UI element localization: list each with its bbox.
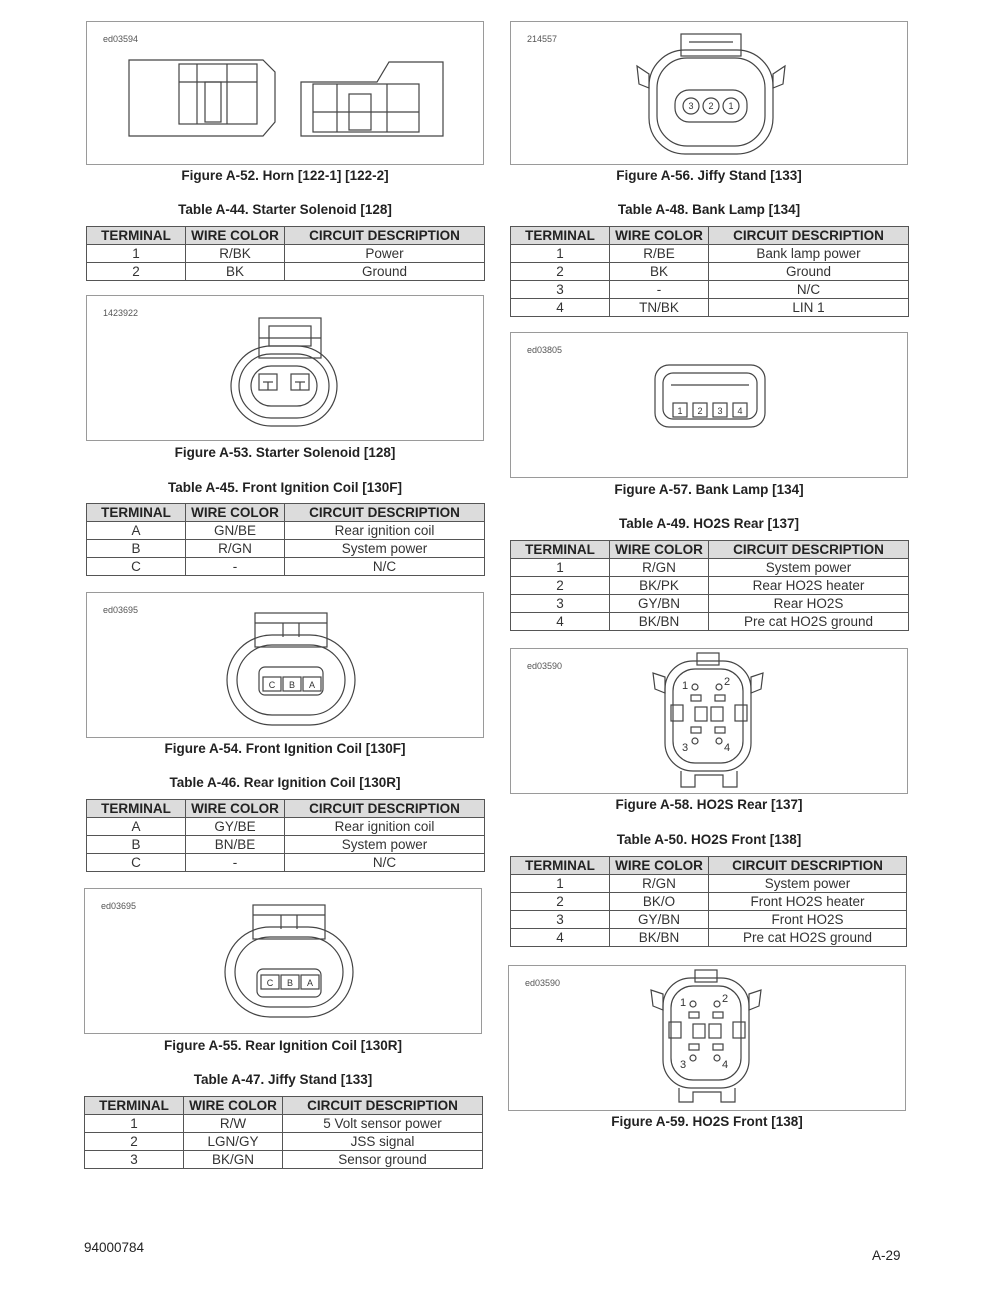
figure-a59-ho2s-front xyxy=(508,965,906,1111)
table-a49 xyxy=(510,540,909,631)
figure-a57-caption: Figure A-57. Bank Lamp [134] xyxy=(614,482,804,497)
table-row xyxy=(511,929,907,947)
cell-wire-color: BK xyxy=(610,263,709,281)
col-circuit-description: CIRCUIT DESCRIPTION xyxy=(709,541,909,559)
cell-wire-color: BK xyxy=(186,263,285,281)
cell-terminal: 2 xyxy=(511,577,610,595)
table-a45 xyxy=(86,503,485,576)
cell-wire-color: R/GN xyxy=(610,875,709,893)
cell-circuit: Front HO2S xyxy=(709,911,907,929)
cell-circuit: System power xyxy=(285,836,485,854)
figure-a54-caption: Figure A-54. Front Ignition Coil [130F] xyxy=(164,741,406,756)
col-circuit-description: CIRCUIT DESCRIPTION xyxy=(285,504,485,522)
col-circuit-description: CIRCUIT DESCRIPTION xyxy=(285,800,485,818)
table-row xyxy=(87,854,485,872)
cell-terminal: 3 xyxy=(511,911,610,929)
cell-terminal: A xyxy=(87,818,186,836)
cell-terminal: B xyxy=(87,836,186,854)
cell-wire-color: BK/PK xyxy=(610,577,709,595)
cell-wire-color: - xyxy=(186,558,285,576)
ho2s-rear-connector-drawing xyxy=(511,649,908,794)
cell-terminal: 1 xyxy=(511,245,610,263)
col-terminal: TERMINAL xyxy=(511,541,610,559)
cell-wire-color: BK/BN xyxy=(610,929,709,947)
table-row xyxy=(511,559,909,577)
cell-circuit: Power xyxy=(285,245,485,263)
table-row xyxy=(87,522,485,540)
table-row xyxy=(87,540,485,558)
table-row xyxy=(511,245,909,263)
table-row xyxy=(85,1151,483,1169)
table-header-row xyxy=(85,1097,483,1115)
table-a48 xyxy=(510,226,909,317)
cell-terminal: 3 xyxy=(85,1151,184,1169)
col-wire-color: WIRE COLOR xyxy=(610,541,709,559)
pin-label: 3 xyxy=(688,101,694,111)
cell-terminal: C xyxy=(87,558,186,576)
figure-id: ed03695 xyxy=(103,605,139,615)
cell-wire-color: GN/BE xyxy=(186,522,285,540)
table-a46 xyxy=(86,799,485,872)
figure-id: ed03594 xyxy=(103,34,139,44)
figure-a54-front-ignition-coil xyxy=(86,592,484,738)
cell-circuit: System power xyxy=(709,875,907,893)
cell-terminal: 1 xyxy=(87,245,186,263)
table-a44 xyxy=(86,226,485,281)
cell-circuit: JSS signal xyxy=(283,1133,483,1151)
cell-circuit: N/C xyxy=(709,281,909,299)
table-a50 xyxy=(510,856,907,947)
figure-a58-ho2s-rear xyxy=(510,648,908,794)
table-row xyxy=(87,558,485,576)
cell-terminal: 3 xyxy=(511,281,610,299)
figure-id: 214557 xyxy=(527,34,558,44)
table-a50-title: Table A-50. HO2S Front [138] xyxy=(616,832,802,847)
pin-label: 2 xyxy=(697,406,703,416)
pin-label: A xyxy=(308,680,316,690)
col-terminal: TERMINAL xyxy=(85,1097,184,1115)
cell-circuit: LIN 1 xyxy=(709,299,909,317)
figure-id: 1423922 xyxy=(103,308,139,318)
cell-circuit: Rear HO2S heater xyxy=(709,577,909,595)
table-row xyxy=(511,911,907,929)
table-row xyxy=(511,613,909,631)
table-a47 xyxy=(84,1096,483,1169)
cell-circuit: Ground xyxy=(285,263,485,281)
table-row xyxy=(511,595,909,613)
figure-a58-caption: Figure A-58. HO2S Rear [137] xyxy=(615,797,803,812)
figure-id: ed03695 xyxy=(101,901,137,911)
table-a45-title: Table A-45. Front Ignition Coil [130F] xyxy=(167,480,402,495)
table-row xyxy=(87,245,485,263)
rear-ignition-coil-connector-drawing xyxy=(85,889,482,1034)
cell-circuit: Pre cat HO2S ground xyxy=(709,613,909,631)
col-wire-color: WIRE COLOR xyxy=(184,1097,283,1115)
pin-label: C xyxy=(266,978,274,988)
cell-wire-color: GY/BN xyxy=(610,911,709,929)
cell-circuit: Rear HO2S xyxy=(709,595,909,613)
figure-a55-rear-ignition-coil xyxy=(84,888,482,1034)
jiffy-stand-connector-drawing xyxy=(511,22,908,165)
col-wire-color: WIRE COLOR xyxy=(186,800,285,818)
table-header-row xyxy=(87,227,485,245)
cell-wire-color: BN/BE xyxy=(186,836,285,854)
cell-terminal: 4 xyxy=(511,929,610,947)
cell-wire-color: LGN/GY xyxy=(184,1133,283,1151)
col-circuit-description: CIRCUIT DESCRIPTION xyxy=(283,1097,483,1115)
table-row xyxy=(85,1115,483,1133)
figure-id: ed03590 xyxy=(527,661,563,671)
figure-a59-caption: Figure A-59. HO2S Front [138] xyxy=(611,1114,803,1129)
col-wire-color: WIRE COLOR xyxy=(186,504,285,522)
table-row xyxy=(511,893,907,911)
figure-id: ed03590 xyxy=(525,978,561,988)
table-row xyxy=(511,577,909,595)
cell-circuit: Rear ignition coil xyxy=(285,522,485,540)
cell-circuit: System power xyxy=(709,559,909,577)
cell-circuit: Sensor ground xyxy=(283,1151,483,1169)
cell-circuit: 5 Volt sensor power xyxy=(283,1115,483,1133)
col-circuit-description: CIRCUIT DESCRIPTION xyxy=(285,227,485,245)
table-header-row xyxy=(511,227,909,245)
table-row xyxy=(511,299,909,317)
cell-wire-color: R/BK xyxy=(186,245,285,263)
pin-label: 1 xyxy=(681,680,689,692)
col-wire-color: WIRE COLOR xyxy=(610,227,709,245)
pin-label: 3 xyxy=(679,1059,687,1071)
pin-label: B xyxy=(288,680,296,690)
col-terminal: TERMINAL xyxy=(87,800,186,818)
cell-circuit: Bank lamp power xyxy=(709,245,909,263)
cell-circuit: N/C xyxy=(285,854,485,872)
cell-circuit: N/C xyxy=(285,558,485,576)
table-a47-title: Table A-47. Jiffy Stand [133] xyxy=(193,1072,373,1087)
cell-terminal: 2 xyxy=(511,263,610,281)
cell-circuit: Rear ignition coil xyxy=(285,818,485,836)
cell-terminal: 2 xyxy=(87,263,186,281)
table-header-row xyxy=(511,541,909,559)
pin-label: C xyxy=(268,680,276,690)
col-terminal: TERMINAL xyxy=(511,857,610,875)
pin-label: 4 xyxy=(723,742,731,754)
cell-wire-color: BK/GN xyxy=(184,1151,283,1169)
col-terminal: TERMINAL xyxy=(87,227,186,245)
cell-terminal: 3 xyxy=(511,595,610,613)
cell-terminal: 1 xyxy=(511,559,610,577)
col-circuit-description: CIRCUIT DESCRIPTION xyxy=(709,227,909,245)
table-row xyxy=(511,281,909,299)
cell-wire-color: - xyxy=(610,281,709,299)
table-a44-title: Table A-44. Starter Solenoid [128] xyxy=(178,202,392,217)
pin-label: 1 xyxy=(679,997,687,1009)
cell-terminal: 1 xyxy=(85,1115,184,1133)
figure-id: ed03805 xyxy=(527,345,563,355)
pin-label: 1 xyxy=(728,101,734,111)
cell-wire-color: R/GN xyxy=(610,559,709,577)
cell-wire-color: R/GN xyxy=(186,540,285,558)
pin-label: 3 xyxy=(681,742,689,754)
cell-terminal: A xyxy=(87,522,186,540)
cell-wire-color: R/W xyxy=(184,1115,283,1133)
bank-lamp-connector-drawing xyxy=(511,333,908,478)
figure-a55-caption: Figure A-55. Rear Ignition Coil [130R] xyxy=(163,1038,403,1053)
table-header-row xyxy=(511,857,907,875)
cell-circuit: Pre cat HO2S ground xyxy=(709,929,907,947)
horn-connector-drawing xyxy=(87,22,484,165)
cell-circuit: Ground xyxy=(709,263,909,281)
col-terminal: TERMINAL xyxy=(87,504,186,522)
col-wire-color: WIRE COLOR xyxy=(186,227,285,245)
col-wire-color: WIRE COLOR xyxy=(610,857,709,875)
figure-a53-caption: Figure A-53. Starter Solenoid [128] xyxy=(174,445,396,460)
pin-label: 2 xyxy=(721,993,729,1005)
cell-terminal: C xyxy=(87,854,186,872)
figure-a56-jiffy-stand xyxy=(510,21,908,165)
cell-circuit: System power xyxy=(285,540,485,558)
document-number: 94000784 xyxy=(84,1240,145,1255)
figure-a53-starter-solenoid xyxy=(86,295,484,441)
page-number: A-29 xyxy=(872,1248,901,1263)
col-circuit-description: CIRCUIT DESCRIPTION xyxy=(709,857,907,875)
table-row xyxy=(87,263,485,281)
cell-terminal: 1 xyxy=(511,875,610,893)
cell-wire-color: GY/BN xyxy=(610,595,709,613)
pin-label: 1 xyxy=(677,406,683,416)
cell-wire-color: GY/BE xyxy=(186,818,285,836)
table-a48-title: Table A-48. Bank Lamp [134] xyxy=(617,202,801,217)
pin-label: 2 xyxy=(723,676,731,688)
table-a49-title: Table A-49. HO2S Rear [137] xyxy=(618,516,800,531)
figure-a57-bank-lamp xyxy=(510,332,908,478)
cell-terminal: 4 xyxy=(511,613,610,631)
figure-a52-caption: Figure A-52. Horn [122-1] [122-2] xyxy=(181,168,389,183)
table-row xyxy=(511,263,909,281)
pin-label: 2 xyxy=(708,101,714,111)
cell-circuit: Front HO2S heater xyxy=(709,893,907,911)
table-a46-title: Table A-46. Rear Ignition Coil [130R] xyxy=(169,775,401,790)
col-terminal: TERMINAL xyxy=(511,227,610,245)
table-row xyxy=(511,875,907,893)
cell-terminal: 2 xyxy=(85,1133,184,1151)
pin-label: B xyxy=(286,978,294,988)
cell-wire-color: R/BE xyxy=(610,245,709,263)
pin-label: 4 xyxy=(737,406,743,416)
table-row xyxy=(87,836,485,854)
pin-label: A xyxy=(306,978,314,988)
front-ignition-coil-connector-drawing xyxy=(87,593,484,738)
pin-label: 4 xyxy=(721,1059,729,1071)
cell-wire-color: TN/BK xyxy=(610,299,709,317)
table-row xyxy=(85,1133,483,1151)
cell-terminal: 2 xyxy=(511,893,610,911)
cell-terminal: B xyxy=(87,540,186,558)
table-header-row xyxy=(87,800,485,818)
pin-label: 3 xyxy=(717,406,723,416)
cell-wire-color: BK/BN xyxy=(610,613,709,631)
figure-a52-horn xyxy=(86,21,484,165)
table-header-row xyxy=(87,504,485,522)
starter-solenoid-connector-drawing xyxy=(87,296,484,441)
cell-wire-color: BK/O xyxy=(610,893,709,911)
ho2s-front-connector-drawing xyxy=(509,966,906,1111)
cell-wire-color: - xyxy=(186,854,285,872)
figure-a56-caption: Figure A-56. Jiffy Stand [133] xyxy=(616,168,802,183)
table-row xyxy=(87,818,485,836)
cell-terminal: 4 xyxy=(511,299,610,317)
